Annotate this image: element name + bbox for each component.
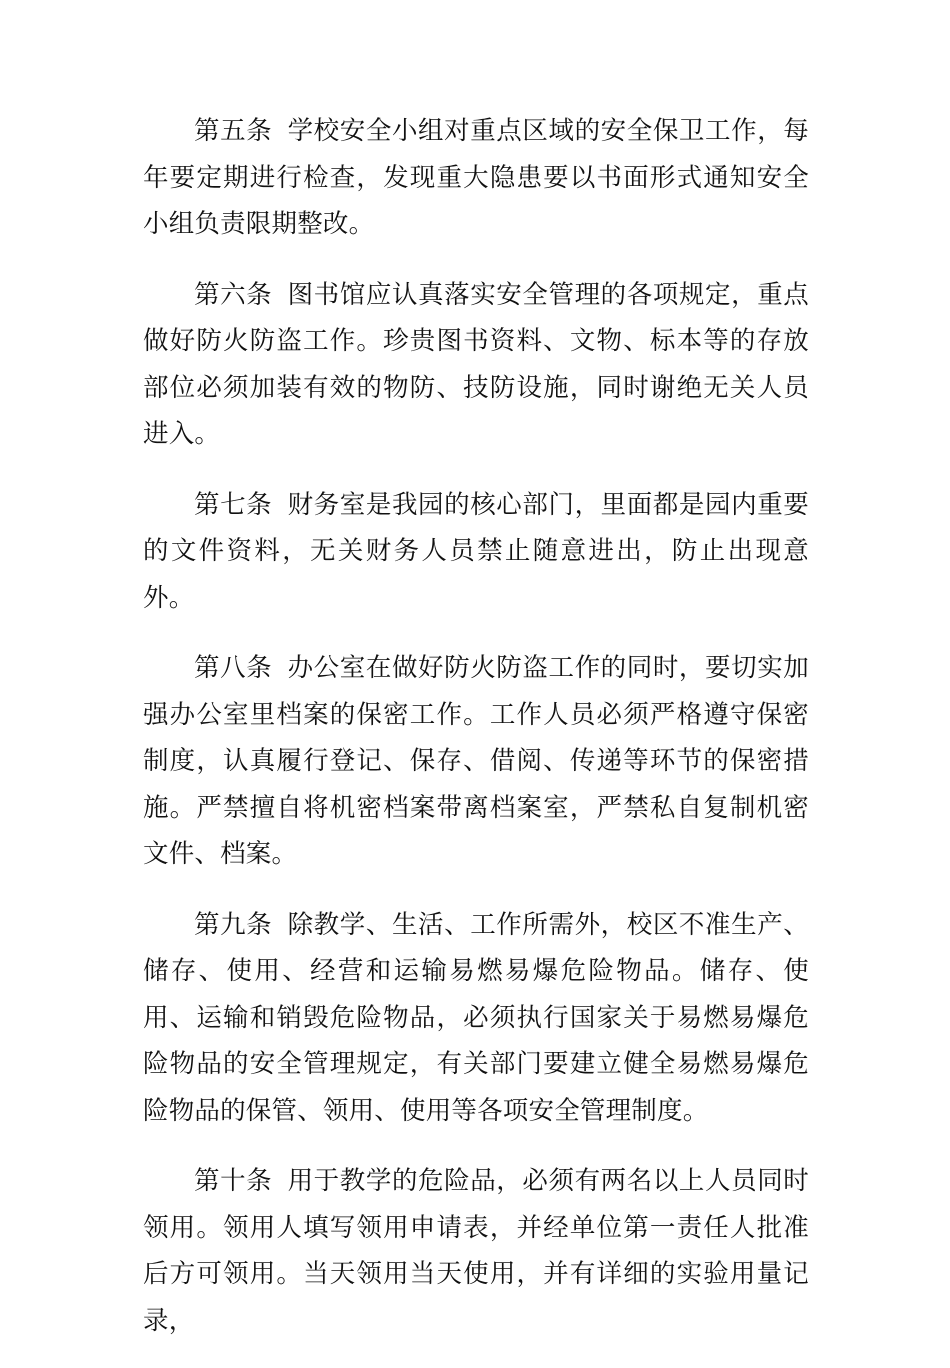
article-text: 财务室是我园的核心部门，里面都是园内重要的文件资料，无关财务人员禁止随意进出，防止出现意外。	[143, 489, 809, 613]
article-8	[143, 645, 809, 878]
document-body	[143, 108, 809, 1368]
article-text: 图书馆应认真落实安全管理的各项规定，重点做好防火防盗工作。珍贵图书资料、文物、标本等的存放部位必须加装有效的物防、技防设施，同时谢绝无关人员进入。	[143, 279, 809, 449]
article-text: 除教学、生活、工作所需外，校区不准生产、储存、使用、经营和运输易燃易爆危险物品。储存、使用、运输和销毁危险物品，必须执行国家关于易燃易爆危险物品的安全管理规定，有关部门要建立健全易燃易爆危险物品的保管、领用、使用等各项安全管理制度。	[143, 909, 809, 1126]
article-text: 用于教学的危险品，必须有两名以上人员同时领用。领用人填写领用申请表，并经单位第一责任人批准后方可领用。当天领用当天使用，并有详细的实验用量记录，	[143, 1166, 809, 1336]
article-text: 学校安全小组对重点区域的安全保卫工作，每年要定期进行检查，发现重大隐患要以书面形式通知安全小组负责限期整改。	[143, 116, 809, 239]
article-number: 第六条	[194, 279, 273, 310]
article-number: 第九条	[194, 909, 273, 940]
article-number: 第五条	[194, 116, 273, 146]
article-6	[143, 272, 809, 458]
article-5	[143, 108, 809, 248]
article-text: 办公室在做好防火防盗工作的同时，要切实加强办公室里档案的保密工作。工作人员必须严格遵守保密制度，认真履行登记、保存、借阅、传递等环节的保密措施。严禁擅自将机密档案带离档案室，严禁私自复制机密文件、档案。	[143, 653, 809, 869]
article-10	[143, 1158, 809, 1344]
article-number: 第七条	[194, 489, 273, 520]
article-number: 第八条	[194, 653, 273, 683]
article-7	[143, 482, 809, 622]
article-number: 第十条	[194, 1166, 273, 1196]
article-9	[143, 902, 809, 1135]
